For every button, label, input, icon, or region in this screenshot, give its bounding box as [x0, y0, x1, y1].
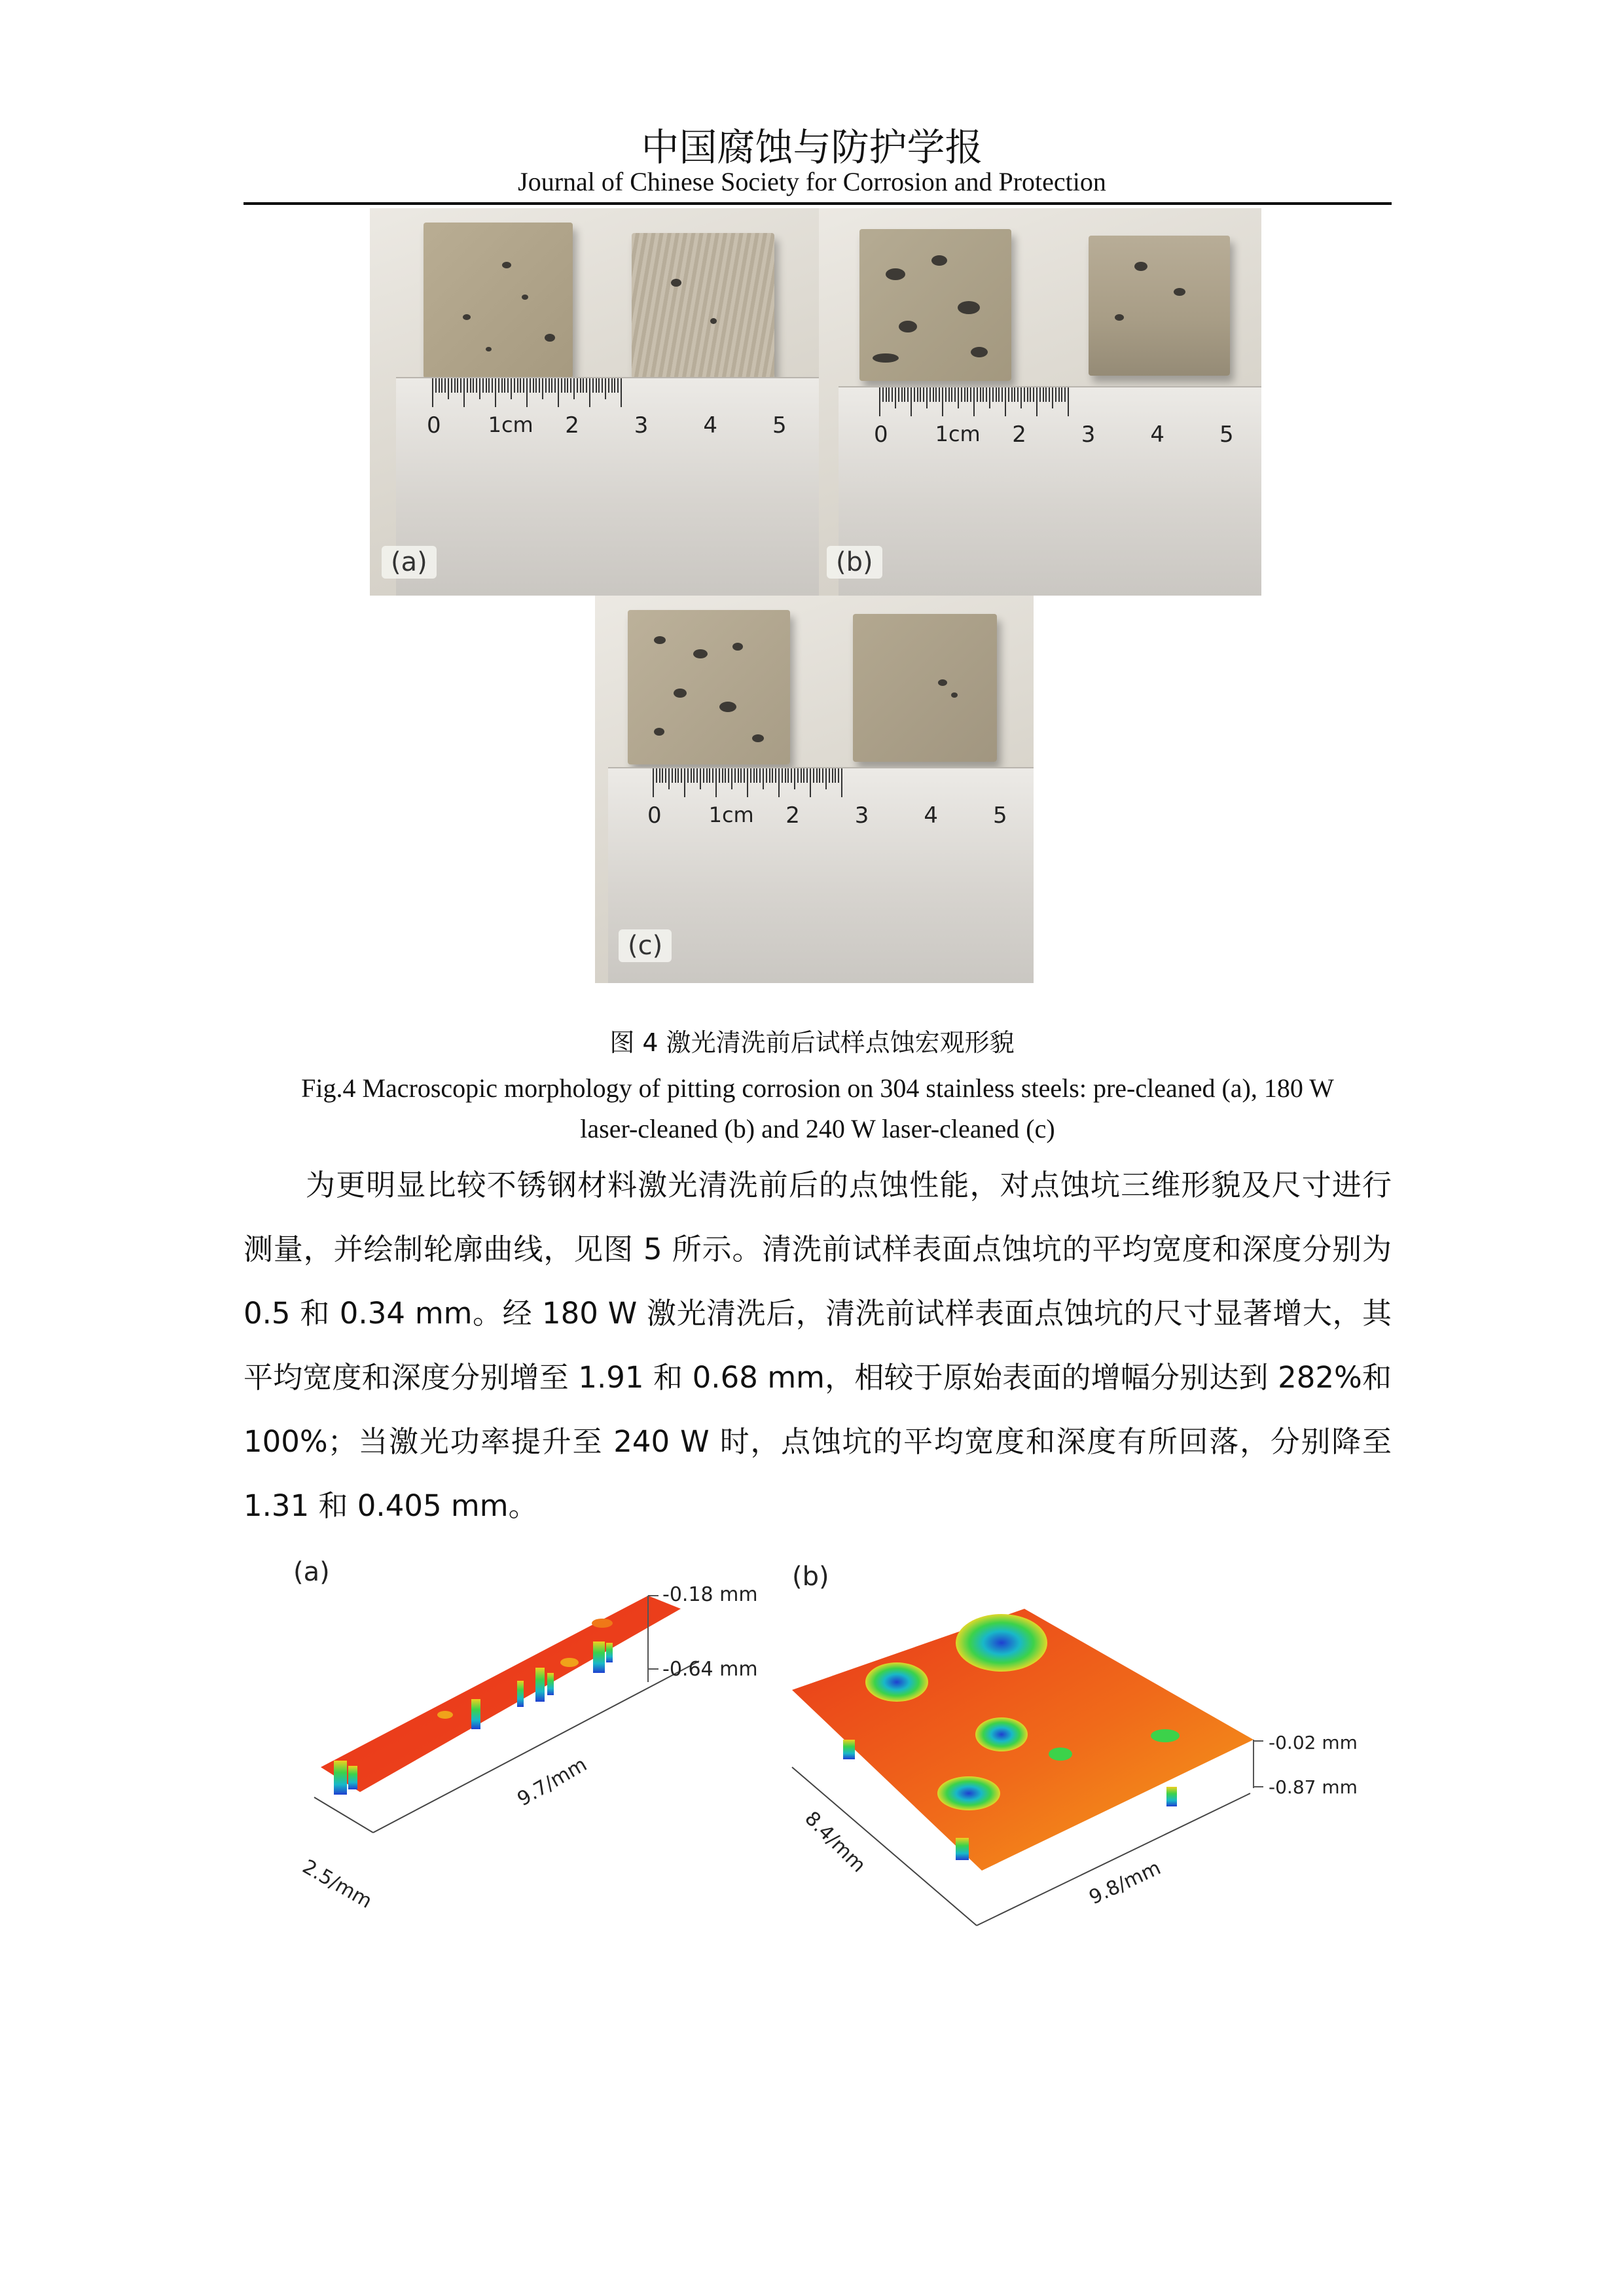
ruler-b-number: 5 [1219, 422, 1234, 448]
f5a-z-bottom: -0.64 mm [662, 1658, 758, 1681]
ruler-a-number: 4 [703, 412, 718, 439]
f5a-pit-6 [547, 1673, 554, 1695]
figure4-caption-en-line2: laser-cleaned (b) and 240 W laser-cleaned (c) [580, 1114, 1055, 1143]
photo-panel-c [595, 596, 1034, 983]
ruler-b-number: 2 [1012, 422, 1026, 448]
f5b-pit-9 [1166, 1787, 1177, 1806]
f5b-z-bottom: -0.87 mm [1269, 1776, 1358, 1798]
f5a-pit-1 [334, 1761, 347, 1795]
f5a-axis-short: 2.5/mm [298, 1855, 376, 1914]
sample-precleaned-2 [632, 233, 774, 378]
panel-label-a: (a) [382, 546, 437, 579]
sample-180w-2 [1089, 236, 1230, 376]
ruler-c-number: 2 [785, 802, 800, 829]
sample-precleaned-1 [424, 223, 573, 378]
f5a-axis-long: 9.7/mm [513, 1753, 591, 1811]
ruler-c-number: 1cm [708, 802, 754, 827]
f5a-pit-3 [471, 1699, 480, 1729]
f5b-pit-2 [865, 1662, 928, 1702]
f5b-pit-5 [1049, 1748, 1072, 1761]
journal-title-en: Journal of Chinese Society for Corrosion and Protection [518, 167, 1106, 196]
ruler-b-ticks [839, 387, 1261, 427]
figure4-caption-en-line1: Fig.4 Macroscopic morphology of pitting corrosion on 304 stainless steels: pre-cleaned (a), 180 W [301, 1073, 1334, 1103]
sample-240w-2 [853, 614, 997, 762]
photo-panel-a [370, 208, 819, 596]
ruler-c-number: 5 [993, 802, 1007, 829]
f5a-label: (a) [293, 1557, 330, 1587]
journal-title-cn: 中国腐蚀与防护学报 [641, 125, 983, 170]
ruler-b-number: 4 [1150, 422, 1165, 448]
f5a-pit-7 [593, 1641, 605, 1673]
f5b-pit-4 [937, 1776, 1000, 1810]
f5a-pit-2 [348, 1766, 357, 1789]
ruler-c-number: 3 [854, 802, 869, 829]
ruler-a-number: 5 [772, 412, 787, 439]
f5b-axis-short: 8.4/mm [800, 1806, 871, 1877]
photo-panel-b [819, 208, 1261, 596]
f5b-pit-8 [956, 1838, 969, 1860]
f5b-label: (b) [792, 1562, 829, 1592]
ruler-b-number: 3 [1081, 422, 1096, 448]
figure5-panel-a [293, 1557, 758, 1913]
ruler-a-number: 3 [634, 412, 649, 439]
f5a-pit-4 [517, 1681, 524, 1707]
body-paragraph: 为更明显比较不锈钢材料激光清洗前后的点蚀性能，对点蚀坑三维形貌及尺寸进行测量，并绘制轮廓曲线，见图 5 所示。清洗前试样表面点蚀坑的平均宽度和深度分别为 0.5 和 0.34 mm。经 180 W 激光清洗后，清洗前试样表面点蚀坑的尺寸显著增大，其平均宽度和深度分别增至 1.91 和 0.68 mm，相较于原始表面的增幅分别达到 282%和 100%；当激光功率提升至 240 W 时，点蚀坑的平均宽度和深度有所回落，分别降至 1.31 和 0.405 mm。 [244, 1168, 1392, 1523]
ruler-b-number: 0 [874, 422, 888, 448]
sample-180w-1 [859, 229, 1011, 381]
ruler-c-number: 4 [924, 802, 939, 829]
f5b-z-top: -0.02 mm [1269, 1732, 1358, 1753]
ruler-a-number: 0 [427, 412, 441, 439]
f5b-pit-7 [843, 1740, 855, 1759]
ruler-a-number: 1cm [488, 412, 533, 437]
panel-label-c: (c) [619, 929, 672, 962]
ruler-a-ticks [396, 378, 819, 418]
ruler-c [608, 767, 1034, 983]
f5b-axis-long: 9.8/mm [1085, 1856, 1164, 1910]
f5a-pit-5 [535, 1668, 545, 1702]
f5b-pit-1 [956, 1614, 1047, 1672]
figure5-panel-b [792, 1562, 1358, 1926]
figure5-3d-profiles [275, 1545, 1388, 1964]
f5a-z-top: -0.18 mm [662, 1583, 758, 1606]
ruler-b-number: 1cm [935, 422, 981, 446]
figure4-caption-en [244, 1068, 1392, 1149]
f5a-surface [321, 1596, 681, 1792]
ruler-a [396, 377, 819, 596]
ruler-b [839, 386, 1261, 596]
panel-label-b: (b) [827, 546, 882, 579]
header-rule [244, 202, 1392, 205]
ruler-a-number: 2 [565, 412, 579, 439]
ruler-c-ticks [608, 768, 1034, 808]
figure4-caption-cn: 图 4 激光清洗前后试样点蚀宏观形貌 [609, 1028, 1015, 1057]
f5b-pit-3 [975, 1717, 1028, 1751]
sample-240w-1 [628, 610, 790, 764]
ruler-c-number: 0 [647, 802, 662, 829]
f5b-pit-6 [1151, 1729, 1180, 1742]
f5a-pit-8 [606, 1643, 613, 1662]
